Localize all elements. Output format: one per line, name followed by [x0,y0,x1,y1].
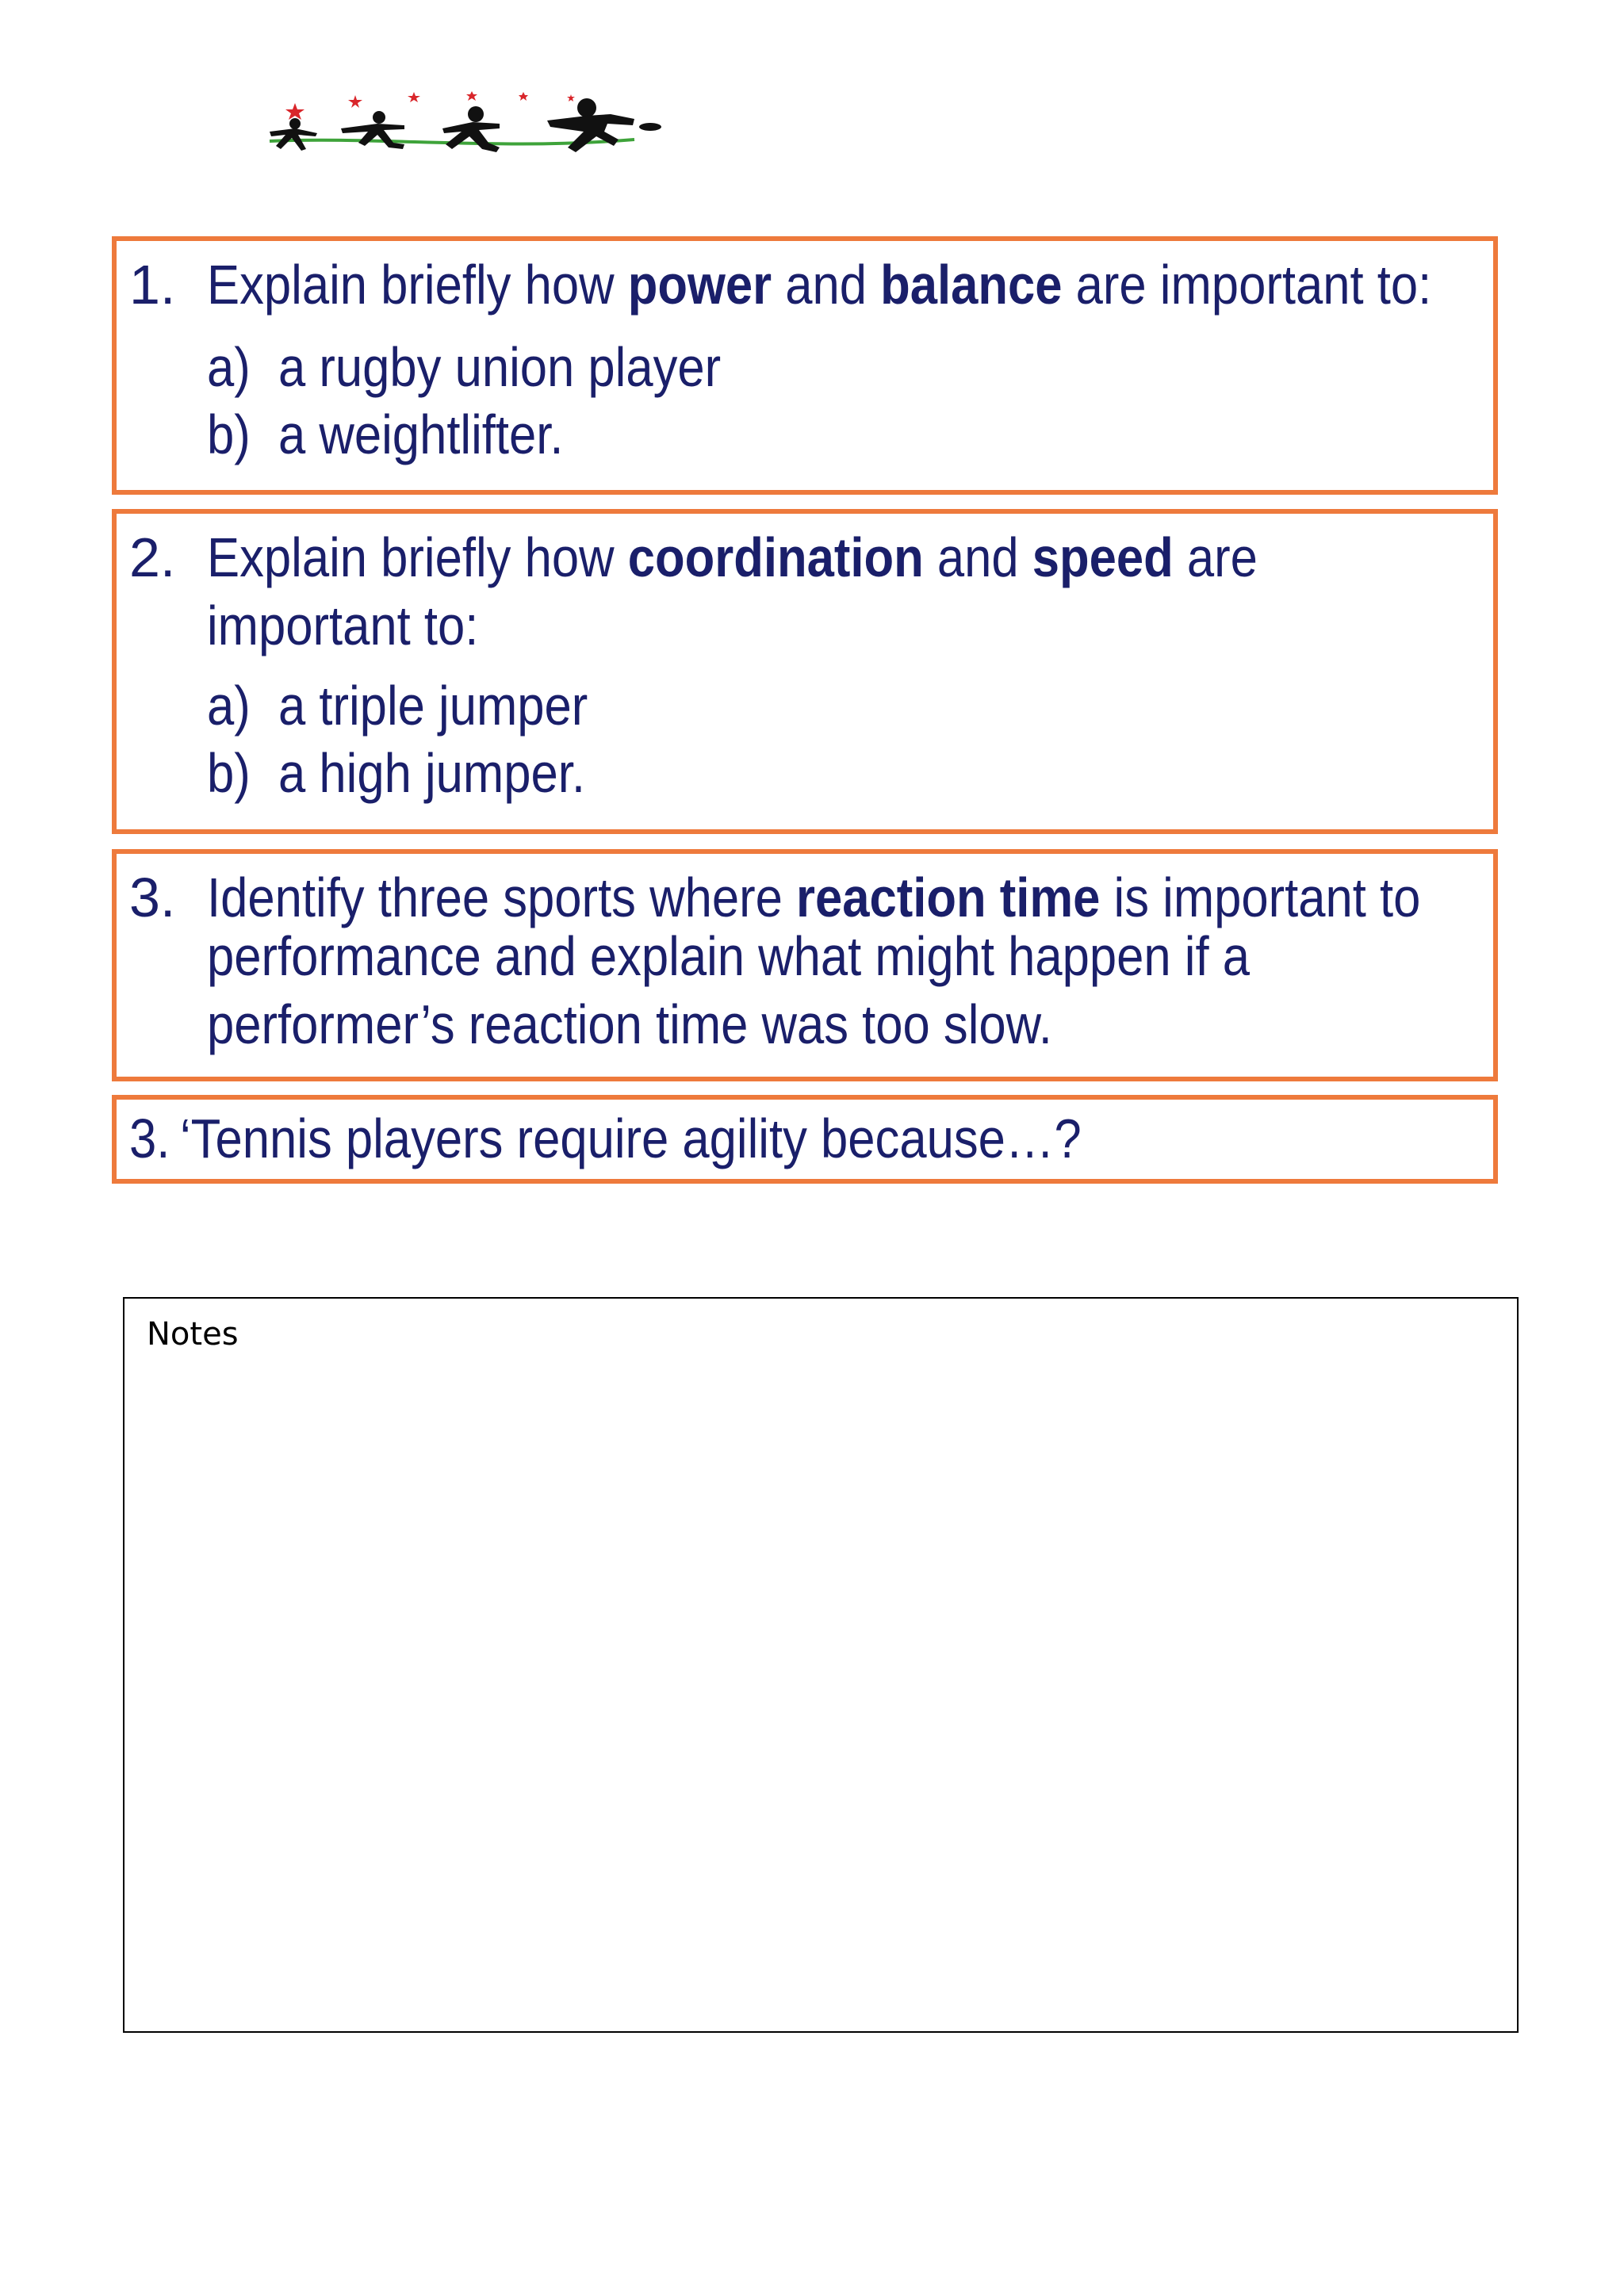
question-number: 3. [129,1108,170,1169]
sub-question-text: a rugby union player [278,336,722,398]
question-text: performer’s reaction time was too slow. [207,993,1052,1055]
sub-question-text: a high jumper. [278,742,585,804]
question-text: important to: [207,595,479,656]
sub-question-text: a weightlifter. [278,404,564,465]
notes-box[interactable] [123,1297,1519,2033]
question-text: Explain briefly how coordination and speed are [207,526,1258,588]
notes-label: Notes [147,1316,239,1353]
sub-question-letter: b) [207,742,251,804]
question-number: 1. [129,254,176,316]
question-number: 3. [129,867,176,928]
sports-figures-logo-icon [238,87,793,159]
sub-question-text: a triple jumper [278,675,588,737]
question-text: performance and explain what might happen if a [207,925,1250,987]
sub-question-letter: b) [207,404,251,465]
star-icons [285,91,575,120]
question-text: ‘Tennis players require agility because…? [180,1108,1082,1169]
question-box-3 [112,849,1498,1081]
sub-question-letter: a) [207,675,251,737]
question-box-1 [112,236,1498,495]
question-box-2 [112,509,1498,834]
sub-question-letter: a) [207,336,251,398]
question-number: 2. [129,526,176,588]
question-text: Explain briefly how power and balance are important to: [207,254,1432,316]
question-text: Identify three sports where reaction time is important to [207,867,1421,928]
question-box-4 [112,1095,1498,1184]
